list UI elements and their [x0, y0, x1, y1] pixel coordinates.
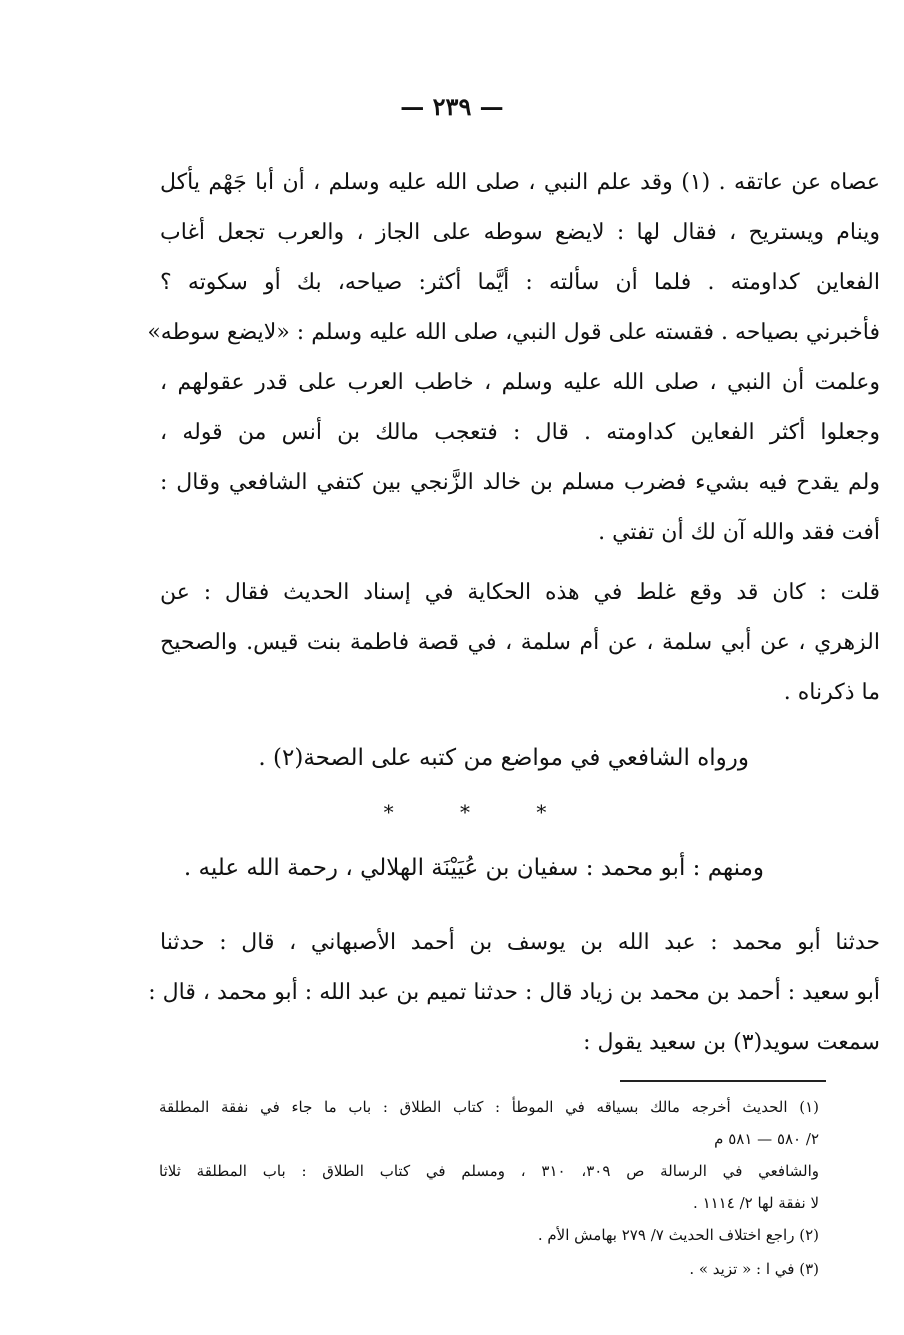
footnote-separator: [620, 1080, 826, 1082]
paragraph-2: [160, 568, 880, 718]
text-line: أبو سعيد : أحمد بن محمد بن زياد قال : حدثنا تميم بن عبد الله : أبو محمد ، قال :: [148, 980, 880, 1005]
text-line: قلت : كان قد وقع غلط في هذه الحكاية في إسناد الحديث فقال : عن: [160, 580, 880, 605]
text-line: الفعاين كداومته . فلما أن سألته : أيَّما أكثر: صياحه، بك أو سكوته ؟: [160, 270, 880, 295]
narration-line: ورواه الشافعي في مواضع من كتبه على الصحة(٢) .: [258, 745, 749, 771]
text-line: أفت فقد والله آن لك أن تفتي .: [598, 520, 880, 545]
biography-heading: ومنهم : أبو محمد : سفيان بن عُيَيْنَة الهلالي ، رحمة الله عليه .: [183, 855, 764, 881]
page-number: — ٢٣٩ —: [400, 92, 504, 121]
section-separator: * * *: [383, 800, 577, 824]
paragraph-3: [148, 918, 880, 1068]
text-line: فأخبرني بصياحه . فقسته على قول النبي، صلى الله عليه وسلم : «لايضع سوطه»: [147, 320, 880, 345]
text-line: وينام ويستريح ، فقال لها : لايضع سوطه على الجاز ، والعرب تجعل أغاب: [160, 220, 880, 245]
text-line: ولم يقدح فيه بشيء فضرب مسلم بن خالد الزَّنجي بين كتفي الشافعي وقال :: [160, 470, 880, 495]
footnote-1-line-3: والشافعي في الرسالة ص ٣٠٩، ٣١٠ ، ومسلم في كتاب الطلاق : باب المطلقة ثلاثا: [159, 1162, 819, 1180]
paragraph-1: [147, 158, 881, 558]
text-line: حدثنا أبو محمد : عبد الله بن يوسف بن أحمد الأصبهاني ، قال : حدثنا: [160, 930, 880, 955]
footnote-1-line-1: (١) الحديث أخرجه مالك بسياقه في الموطأ : كتاب الطلاق : باب ما جاء في نفقة المطلقة: [159, 1098, 819, 1116]
footnote-3: (٣) في ا : « تزيد » .: [689, 1260, 819, 1278]
text-line: الزهري ، عن أبي سلمة ، عن أم سلمة ، في قصة فاطمة بنت قيس. والصحيح: [160, 630, 880, 655]
text-line: وجعلوا أكثر الفعاين كداومته . قال : فتعجب مالك بن أنس من قوله ،: [160, 420, 880, 445]
text-line: عصاه عن عاتقه . (١) وقد علم النبي ، صلى الله عليه وسلم ، أن أبا جَهْم يأكل: [160, 170, 881, 195]
text-line: سمعت سويد(٣) بن سعيد يقول :: [583, 1030, 880, 1055]
footnote-1-line-2: ٢/ ٥٨٠ — ٥٨١ م: [714, 1130, 819, 1148]
text-line: ما ذكرناه .: [783, 680, 880, 705]
text-line: وعلمت أن النبي ، صلى الله عليه وسلم ، خاطب العرب على قدر عقولهم ،: [160, 370, 880, 395]
footnote-1-line-4: لا نفقة لها ٢/ ١١١٤ .: [693, 1194, 819, 1212]
footnote-2: (٢) راجع اختلاف الحديث ٧/ ٢٧٩ بهامش الأم .: [537, 1226, 819, 1244]
